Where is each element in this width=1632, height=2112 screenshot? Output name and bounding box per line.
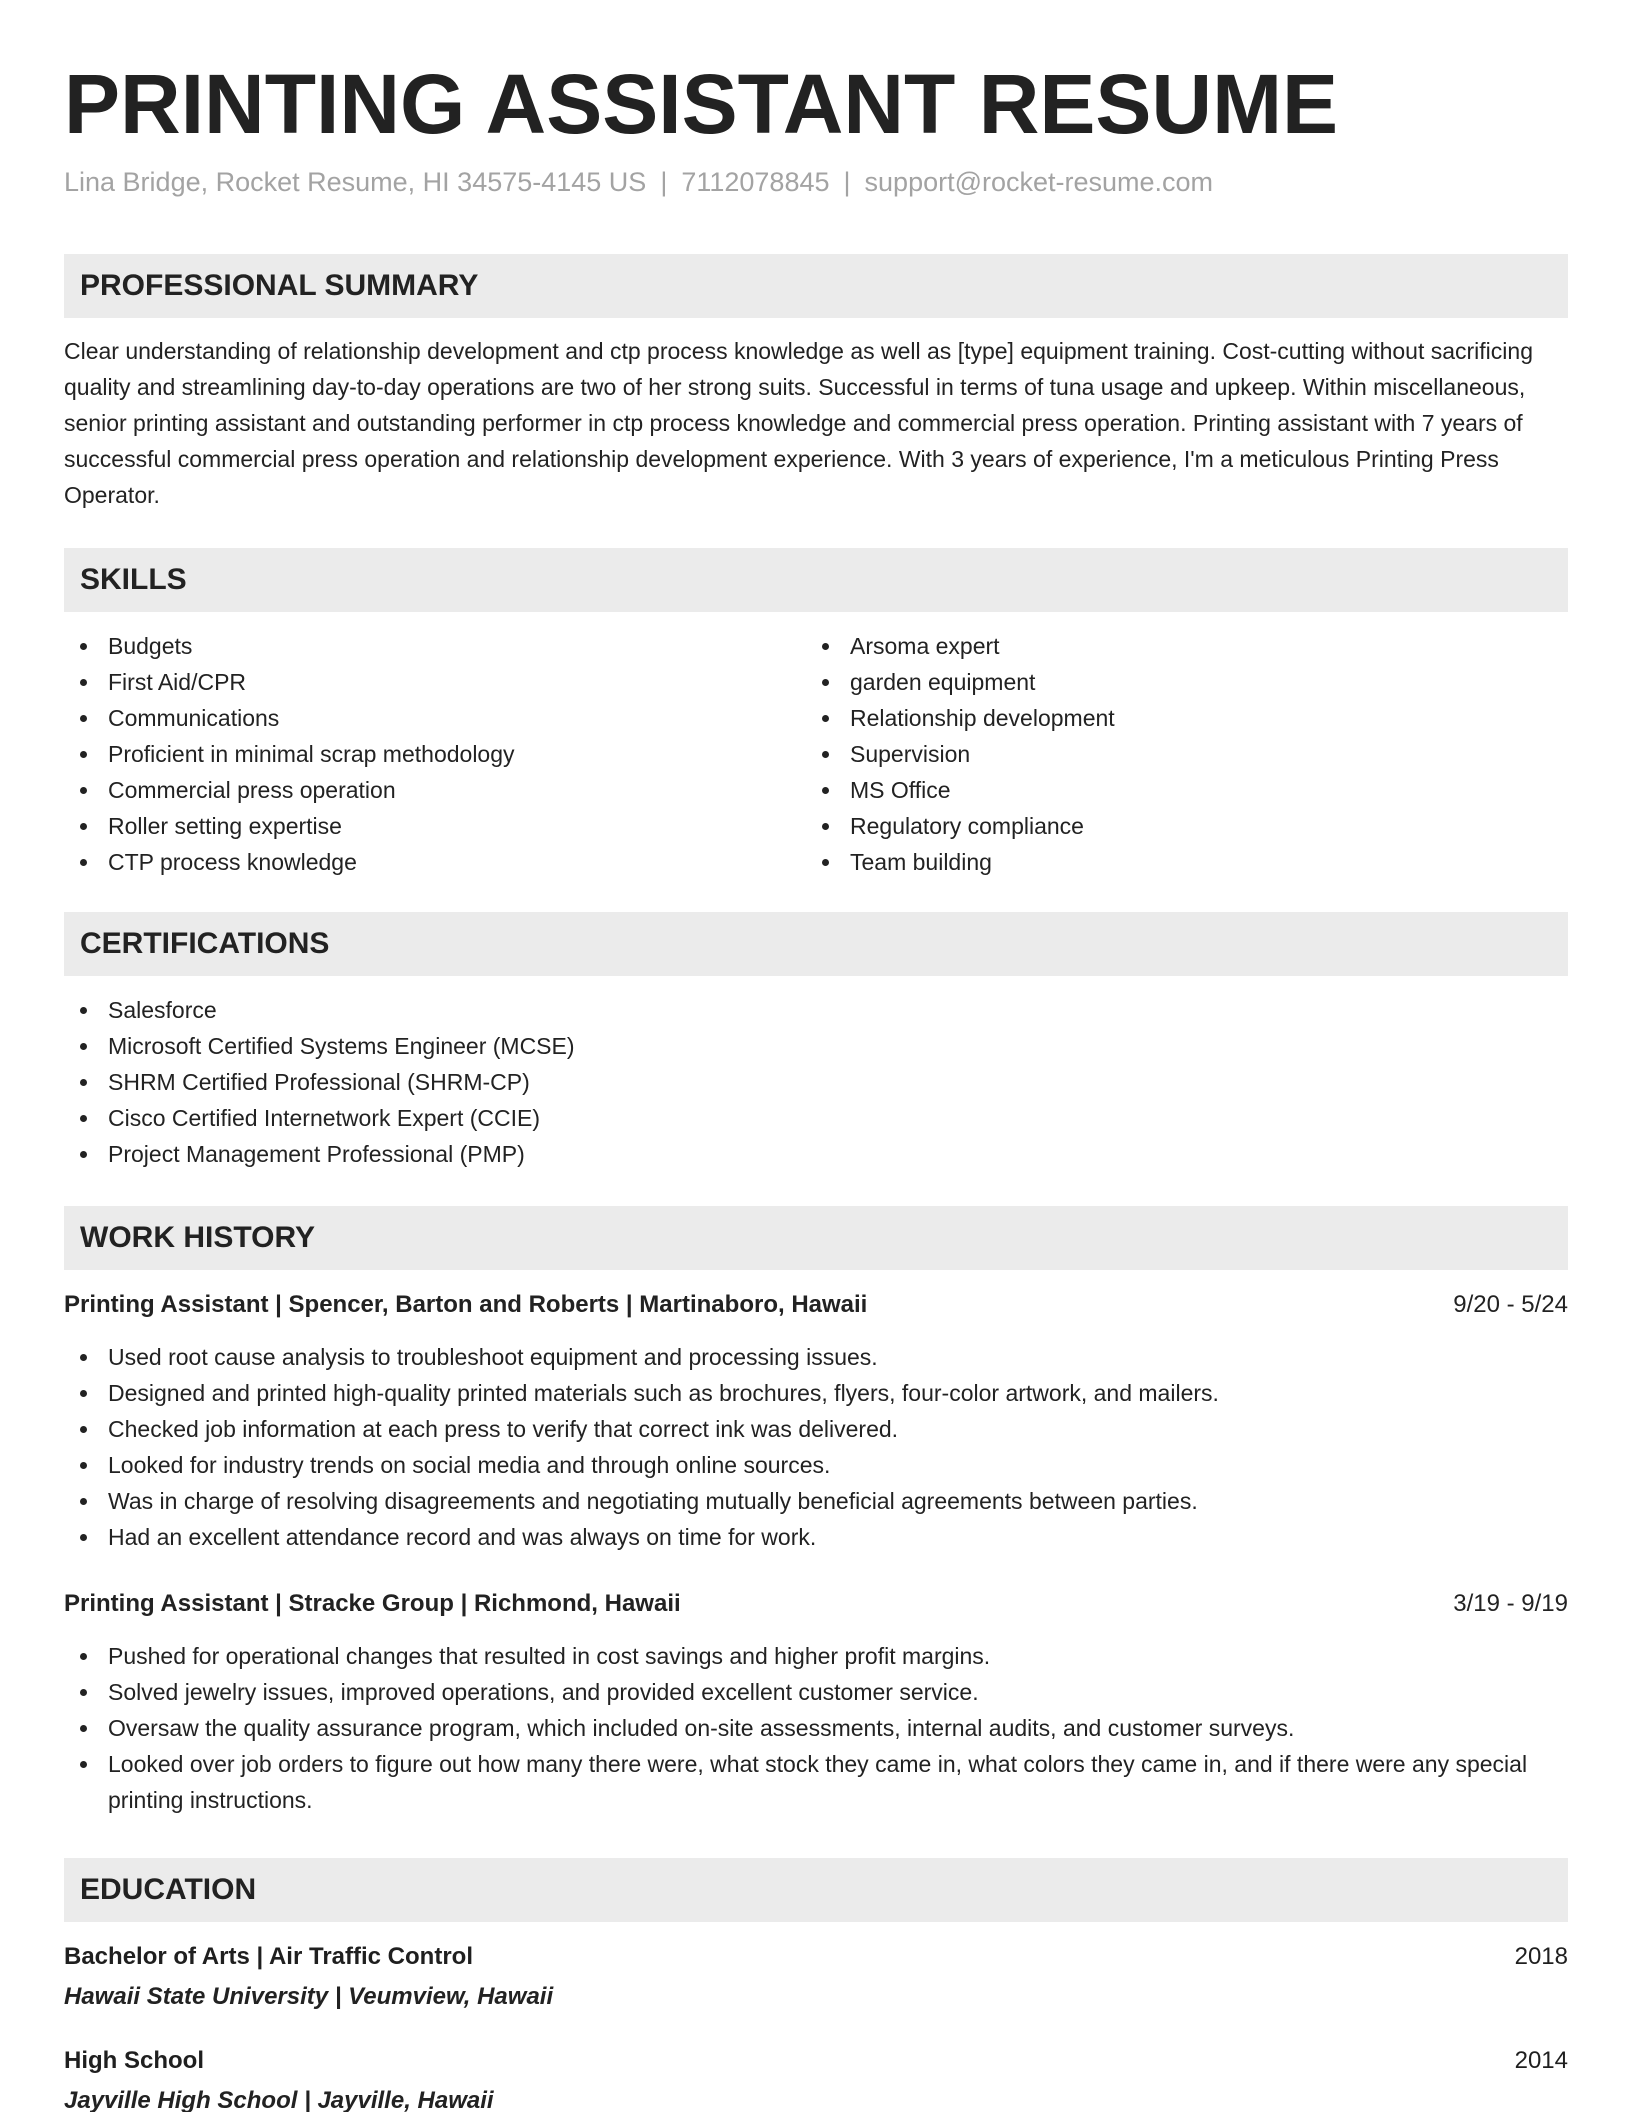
section-heading: PROFESSIONAL SUMMARY <box>64 254 1568 318</box>
certifications-section <box>64 912 1568 1172</box>
education-school: Jayville High School | Jayville, Hawaii <box>64 2087 494 2112</box>
education-degree: Bachelor of Arts | Air Traffic Control <box>64 1943 473 1970</box>
skill-item: Budgets <box>64 628 806 664</box>
certifications-list <box>64 992 1568 1172</box>
job-bullet: Was in charge of resolving disagreements and negotiating mutually beneficial agreements between parties. <box>64 1483 1568 1519</box>
contact-separator: | <box>660 167 668 197</box>
page-title: PRINTING ASSISTANT RESUME <box>64 57 1339 151</box>
skill-item: MS Office <box>806 772 1548 808</box>
job-bullet: Looked over job orders to figure out how many there were, what stock they came in, what colors they came in, and if there were any special printing instructions. <box>64 1746 1568 1818</box>
certification-item: SHRM Certified Professional (SHRM-CP) <box>64 1064 1568 1100</box>
certification-item: Project Management Professional (PMP) <box>64 1136 1568 1172</box>
section-heading: CERTIFICATIONS <box>64 912 1568 976</box>
certification-item: Cisco Certified Internetwork Expert (CCIE) <box>64 1100 1568 1136</box>
education-entry <box>64 1940 1568 2014</box>
job-header <box>64 1288 1568 1322</box>
education-entry <box>64 2044 1568 2112</box>
contact-address: Lina Bridge, Rocket Resume, HI 34575-4145 US <box>64 167 647 197</box>
contact-phone: 7112078845 <box>681 167 830 197</box>
job-dates: 9/20 - 5/24 <box>1453 1291 1568 1318</box>
skill-item: Regulatory compliance <box>806 808 1548 844</box>
skills-section <box>64 548 1568 880</box>
contact-separator: | <box>843 167 851 197</box>
skill-item: First Aid/CPR <box>64 664 806 700</box>
job-bullet: Had an excellent attendance record and was always on time for work. <box>64 1519 1568 1555</box>
skill-item: Arsoma expert <box>806 628 1548 664</box>
job-bullets <box>64 1339 1568 1555</box>
job-title: Printing Assistant | Stracke Group | Richmond, Hawaii <box>64 1590 681 1617</box>
skill-item: Team building <box>806 844 1548 880</box>
job-bullet: Oversaw the quality assurance program, which included on-site assessments, internal audits, and customer surveys. <box>64 1710 1568 1746</box>
certification-item: Salesforce <box>64 992 1568 1028</box>
summary-text: Clear understanding of relationship development and ctp process knowledge as well as [type] equipment training. Cost-cutting without sacrificing quality and streamlining day-to-day operations are two of her strong suits. Successful in terms of tuna usage and upkeep. Within miscellaneous, senior printing assistant and outstanding performer in ctp process knowledge and commercial press operation. Printing assistant with 7 years of successful commercial press operation and relationship development experience. With 3 years of experience, I'm a meticulous Printing Press Operator. <box>64 338 1533 508</box>
education-year: 2014 <box>1514 2047 1568 2074</box>
section-heading: SKILLS <box>64 548 1568 612</box>
skill-item: Communications <box>64 700 806 736</box>
job-entry <box>64 1587 1568 1818</box>
skill-item: garden equipment <box>806 664 1548 700</box>
job-header <box>64 1587 1568 1621</box>
job-dates: 3/19 - 9/19 <box>1453 1590 1568 1617</box>
job-bullet: Looked for industry trends on social media and through online sources. <box>64 1447 1568 1483</box>
job-bullet: Used root cause analysis to troubleshoot equipment and processing issues. <box>64 1339 1568 1375</box>
job-entry <box>64 1288 1568 1555</box>
education-header <box>64 1940 1568 1974</box>
skill-item: Roller setting expertise <box>64 808 806 844</box>
education-degree: High School <box>64 2047 204 2074</box>
skill-item: Supervision <box>806 736 1548 772</box>
skill-item: Relationship development <box>806 700 1548 736</box>
section-heading: WORK HISTORY <box>64 1206 1568 1270</box>
contact-line <box>64 167 1213 198</box>
certification-item: Microsoft Certified Systems Engineer (MCSE) <box>64 1028 1568 1064</box>
skill-item: CTP process knowledge <box>64 844 806 880</box>
skill-item: Commercial press operation <box>64 772 806 808</box>
job-bullet: Checked job information at each press to verify that correct ink was delivered. <box>64 1411 1568 1447</box>
skills-list-right <box>806 628 1548 880</box>
skills-list-left <box>64 628 806 880</box>
job-title: Printing Assistant | Spencer, Barton and Roberts | Martinaboro, Hawaii <box>64 1291 868 1318</box>
job-bullets <box>64 1638 1568 1818</box>
skill-item: Proficient in minimal scrap methodology <box>64 736 806 772</box>
education-section <box>64 1858 1568 2112</box>
section-heading: EDUCATION <box>64 1858 1568 1922</box>
education-year: 2018 <box>1514 1943 1568 1970</box>
skills-columns <box>64 628 1568 880</box>
education-school: Hawaii State University | Veumview, Hawaii <box>64 1983 554 2010</box>
summary-section <box>64 254 1568 513</box>
contact-email: support@rocket-resume.com <box>864 167 1214 197</box>
job-bullet: Solved jewelry issues, improved operations, and provided excellent customer service. <box>64 1674 1568 1710</box>
job-bullet: Designed and printed high-quality printed materials such as brochures, flyers, four-color artwork, and mailers. <box>64 1375 1568 1411</box>
job-bullet: Pushed for operational changes that resulted in cost savings and higher profit margins. <box>64 1638 1568 1674</box>
work-history-section <box>64 1206 1568 1818</box>
education-header <box>64 2044 1568 2078</box>
